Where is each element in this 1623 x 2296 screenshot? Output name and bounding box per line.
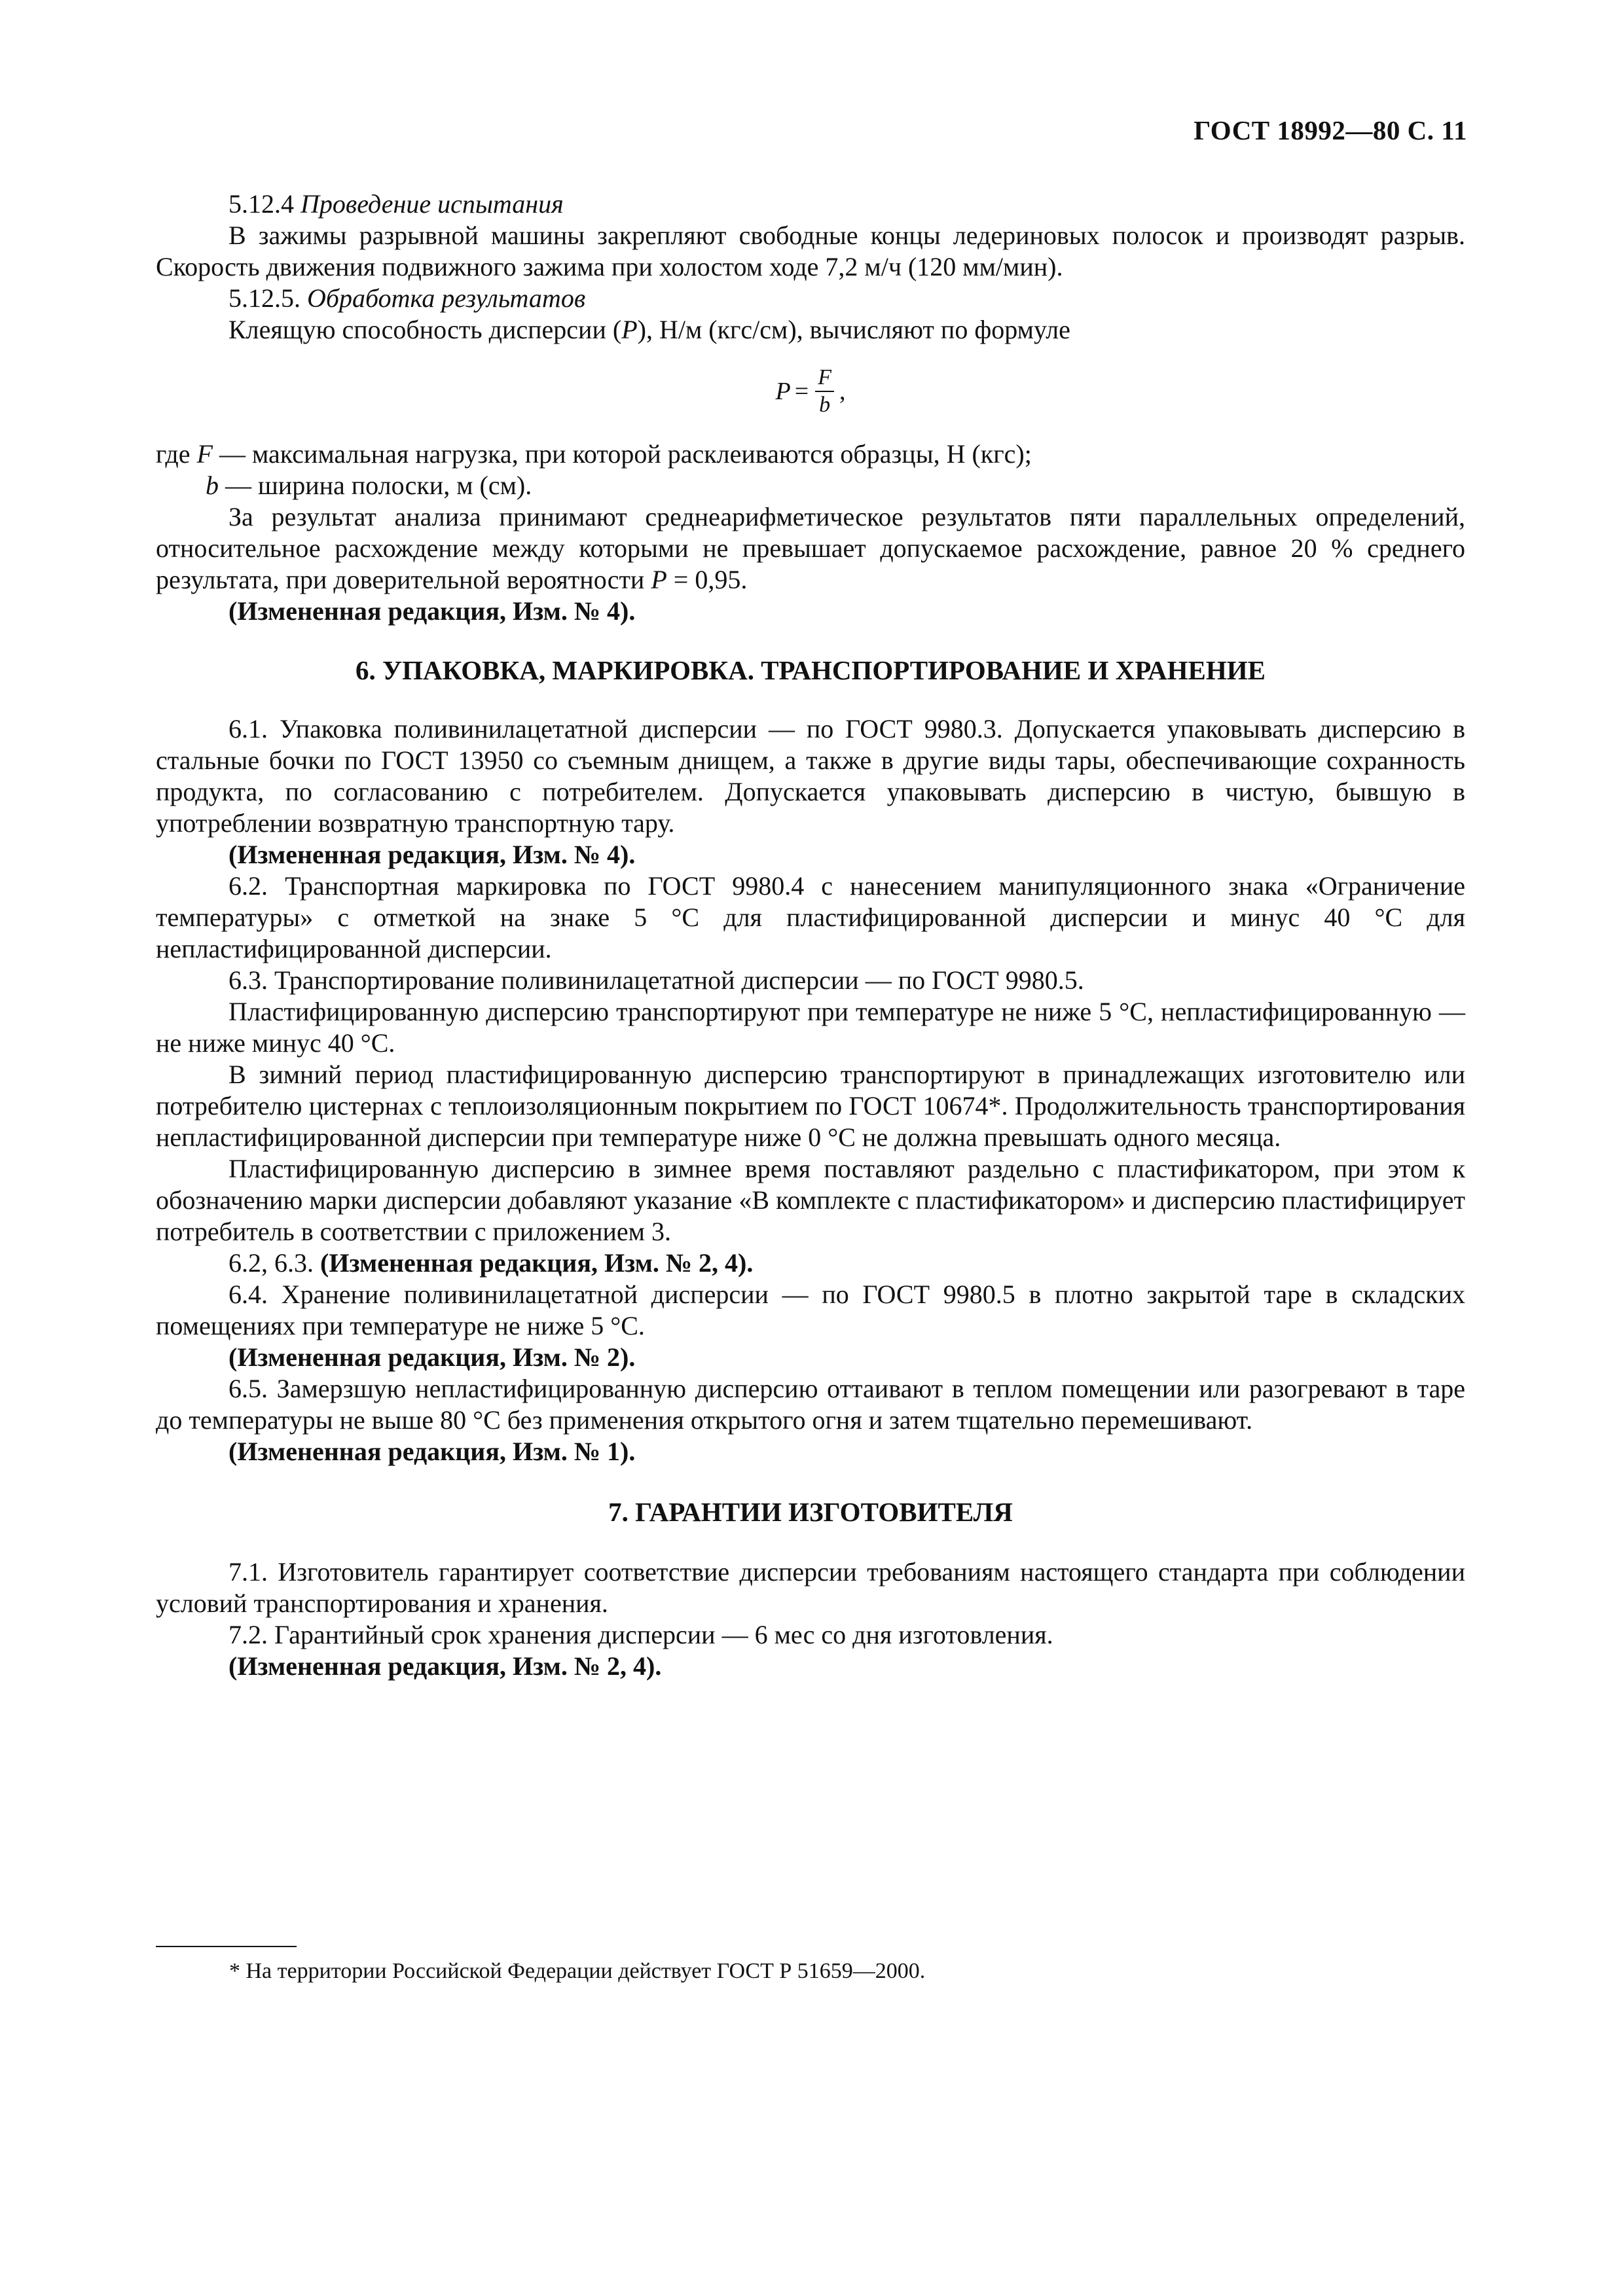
clause-6-4: 6.4. Хранение поливинилацетатной дисперсии — по ГОСТ 9980.5 в плотно закрытой таре в складских помещениях при температуре не ниже 5 °С. [156,1280,1465,1340]
amendment-note: (Измененная редакция, Изм. № 1). [228,1437,636,1466]
section-6-title: 6. УПАКОВКА, МАРКИРОВКА. ТРАНСПОРТИРОВАНИЕ И ХРАНЕНИЕ [355,655,1266,685]
clause-6-5: 6.5. Замерзшую непластифицированную дисперсию оттаивают в теплом помещении или разогревают в таре до температуры не выше 80 °С без применения открытого огня и затем тщательно перемешивают. [156,1374,1465,1435]
formula-denominator: b [819,393,831,417]
formula-fraction [815,365,834,418]
footnote-rule [156,1946,297,1947]
formula-lhs: P [775,378,791,405]
clause-number: 5.12.4 [228,189,294,219]
clause-6-3-para-3: В зимний период пластифицированную дисперсию транспортируют в принадлежащих изготовителю или потребителю цистернах с теплоизоляционным покрытием по ГОСТ 10674*. Продолжительность транспортирования непластифицированной дисперсии при температуре ниже 0 °С не должна превышать одного месяца. [156,1060,1465,1152]
formula-comma: , [839,378,846,405]
formula-equals: = [794,378,809,405]
where-line-2: b — ширина полоски, м (см). [206,471,532,500]
amendment-note-6-2-6-3: 6.2, 6.3. (Измененная редакция, Изм. № 2, 4). [228,1248,754,1278]
where-line-1: где F — максимальная нагрузка, при которой расклеиваются образцы, Н (кгс); [156,439,1032,469]
clause-7-1: 7.1. Изготовитель гарантирует соответствие дисперсии требованиям настоящего стандарта при соблюдении условий транспортирования и хранения. [156,1557,1465,1618]
clause-7-2: 7.2. Гарантийный срок хранения дисперсии — 6 мес со дня изготовления. [228,1620,1053,1649]
clause-number: 5.12.5. [228,283,301,313]
clause-title: Обработка результатов [307,283,586,313]
clause-5-12-4-text: В зажимы разрывной машины закрепляют свободные концы ледериновых полосок и производят разрыв. Скорость движения подвижного зажима при холостом ходе 7,2 м/ч (120 мм/мин). [156,221,1465,281]
clause-6-3-para-4: Пластифицированную дисперсию в зимнее время поставляют раздельно с пластификатором, при этом к обозначению марки дисперсии добавляют указание «В комплекте с пластификатором» и дисперсию пластифицирует потребитель в соответствии с приложением 3. [156,1154,1465,1246]
clause-5-12-5-text: Клеящую способность дисперсии (P), Н/м (кгс/см), вычисляют по формуле [228,315,1070,344]
formula [156,350,1465,433]
formula-numerator: F [815,365,834,392]
clause-6-2: 6.2. Транспортная маркировка по ГОСТ 9980.4 с нанесением манипуляционного знака «Ограничение температуры» с отметкой на знаке 5 °С для пластифицированной дисперсии и минус 40 °С для непластифицированной дисперсии. [156,871,1465,963]
clause-6-3: 6.3. Транспортирование поливинилацетатной дисперсии — по ГОСТ 9980.5. [228,965,1084,995]
clause-title: Проведение испытания [301,189,564,219]
running-header: ГОСТ 18992—80 С. 11 [1194,115,1467,145]
amendment-note: (Измененная редакция, Изм. № 4). [228,596,636,626]
clause-6-1: 6.1. Упаковка поливинилацетатной дисперсии — по ГОСТ 9980.3. Допускается упаковывать дисперсию в стальные бочки по ГОСТ 13950 со съемным днищем, а также в другие виды тары, обеспечивающие сохранность продукта, по согласованию с потребителем. Допускается упаковывать дисперсию в чистую, бывшую в употреблении возвратную транспортную тару. [156,714,1465,838]
clause-5-12-5-heading [156,283,1465,314]
footnote: * На территории Российской Федерации действует ГОСТ Р 51659—2000. [229,1959,926,1983]
clause-6-3-para-2: Пластифицированную дисперсию транспортируют при температуре не ниже 5 °С, непластифицированную — не ниже минус 40 °С. [156,997,1465,1058]
amendment-note: (Измененная редакция, Изм. № 4). [228,840,636,869]
amendment-note: (Измененная редакция, Изм. № 2). [228,1342,636,1372]
section-7-title: 7. ГАРАНТИИ ИЗГОТОВИТЕЛЯ [608,1497,1013,1527]
page-body [156,188,1465,1682]
clause-5-12-4-heading [156,188,1465,220]
amendment-note: (Измененная редакция, Изм. № 2, 4). [228,1651,662,1681]
result-paragraph: За результат анализа принимают среднеарифметическое результатов пяти параллельных определений, относительное расхождение между которыми не превышает допускаемое расхождение, равное 20 % среднего результата, при доверительной вероятности P = 0,95. [156,502,1465,594]
